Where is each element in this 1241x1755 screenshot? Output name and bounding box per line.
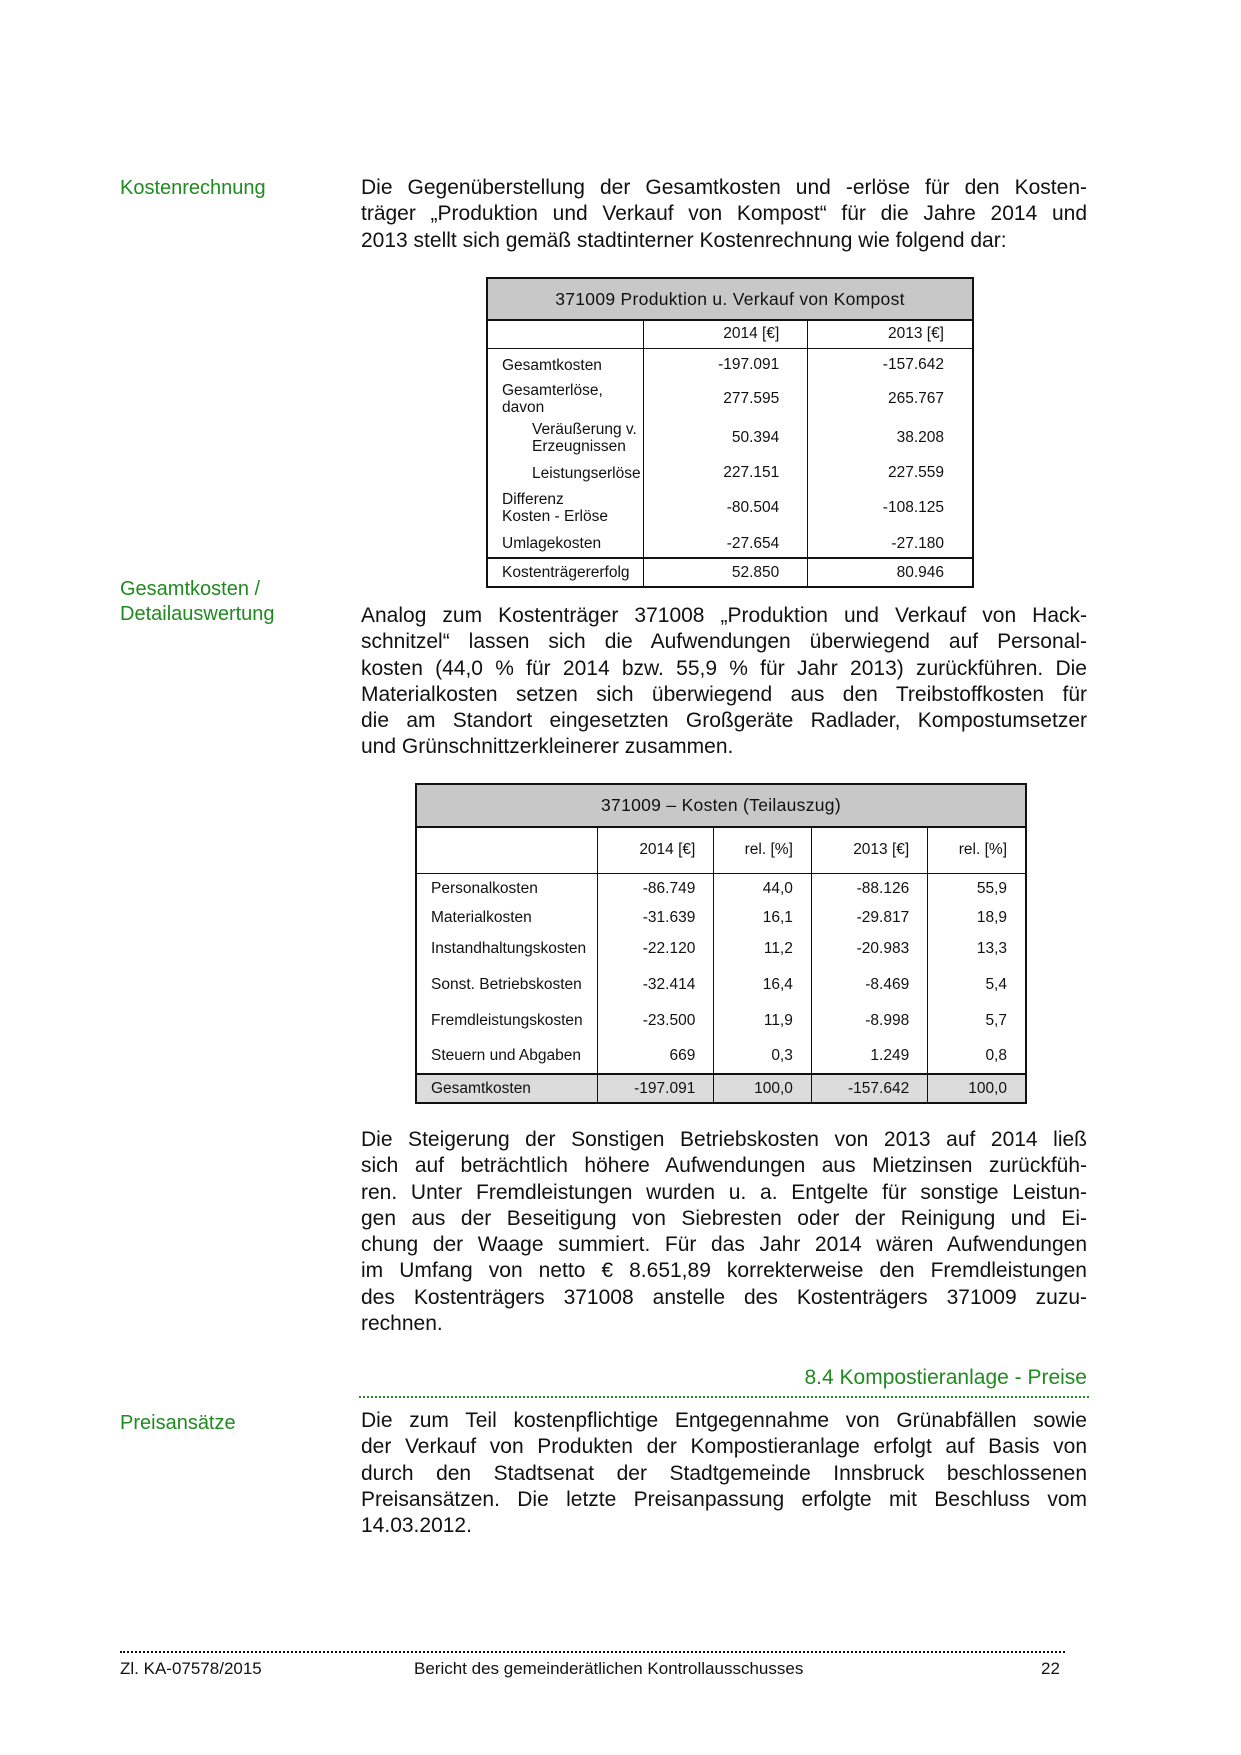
value-cell: -86.749 [598,873,714,904]
paragraph-line: ren. Unter Fremdleistungen wurden u. a. Entgelte für sonstige Leistun- [361,1180,1087,1204]
value-cell: 11,2 [714,931,812,967]
value-cell: -31.639 [598,904,714,931]
paragraph-line: träger „Produktion und Verkauf von Kompost“ für die Jahre 2014 und [361,202,1087,226]
paragraph-line: des Kostenträgers 371008 anstelle des Kostenträgers 371009 zuzu- [361,1285,1087,1309]
paragraph-line: 2013 stellt sich gemäß stadtinterner Kostenrechnung wie folgend dar: [361,228,1007,252]
row-label: Fremdleistungskosten [431,1011,583,1029]
paragraph-line: rechnen. [361,1312,443,1336]
value-cell: 13,3 [928,931,1026,967]
table-row [487,416,973,460]
paragraph-line: durch den Stadtsenat der Stadtgemeinde Innsbruck beschlossenen [361,1461,1087,1485]
value-cell: -29.817 [811,904,927,931]
total-cell: 100,0 [714,1074,812,1103]
value-cell: 5,7 [928,1003,1026,1038]
paragraph-betriebskosten [361,1127,1087,1337]
value-cell: -23.500 [598,1003,714,1038]
value-cell: 55,9 [928,873,1026,904]
value-cell: 5,4 [928,967,1026,1003]
margin-label-kostenrechnung: Kostenrechnung [120,177,266,199]
header-cell [416,827,598,873]
paragraph-line: im Umfang von netto € 8.651,89 korrekterweise den Fremdleistungen [361,1259,1087,1283]
header-cell: rel. [%] [714,827,812,873]
value-cell: -22.120 [598,931,714,967]
row-label [487,486,644,530]
value-cell: 0,8 [928,1038,1026,1074]
total-label: Kostenträgererfolg [487,558,644,587]
total-label: Gesamtkosten [416,1074,598,1103]
row-label-line: Leistungserlöse [532,464,641,482]
paragraph-line: sich auf beträchtlich höhere Aufwendungen aus Mietzinsen zurückfüh- [361,1154,1087,1178]
value-cell: -32.414 [598,967,714,1003]
page-number: 22 [1041,1659,1060,1678]
value-cell: -20.983 [811,931,927,967]
total-cell: 100,0 [928,1074,1026,1103]
total-cell: -197.091 [598,1074,714,1103]
paragraph-line: Die Gegenüberstellung der Gesamtkosten und -erlöse für den Kosten- [361,176,1087,199]
table-header-row [487,320,973,348]
row-label-line: Differenz [502,491,564,508]
table-kosten-teilauszug [415,783,1027,1104]
paragraph-line: Analog zum Kostenträger 371008 „Produktion und Verkauf von Hack- [361,604,1087,627]
row-label [487,460,644,486]
header-cell [487,320,644,348]
table-row [487,486,973,530]
header-cell: rel. [%] [928,827,1026,873]
value-cell: 1.249 [811,1038,927,1074]
value-2013: 38.208 [808,416,973,460]
footer-title: Bericht des gemeinderätlichen Kontrollausschusses [414,1659,804,1678]
row-label-line: Gesamterlöse, davon [502,382,603,416]
header-cell: 2014 [€] [644,320,808,348]
table-row [487,460,973,486]
row-label: Sonst. Betriebskosten [431,976,582,993]
row-label: Instandhaltungskosten [431,940,587,957]
paragraph-line: schnitzel“ lassen sich die Aufwendungen überwiegend auf Personal- [361,630,1087,654]
value-2013: -108.125 [808,486,973,530]
table-row [416,967,1026,1003]
row-label: Personalkosten [431,879,538,897]
table-title: 371009 Produktion u. Verkauf von Kompost [487,278,973,320]
margin-label-line: Gesamtkosten / [120,578,261,600]
value-2014: 50.394 [644,416,808,460]
table-row [487,348,973,382]
margin-label-gesamtkosten [120,577,275,627]
value-2014: -197.091 [644,348,808,382]
table-total-row [487,558,973,587]
paragraph-preisansaetze [361,1408,1087,1539]
footer-reference: Zl. KA-07578/2015 [120,1659,262,1678]
row-label-line: Kosten - Erlöse [502,508,608,525]
margin-label-line: Detailauswertung [120,603,275,625]
total-cell: -157.642 [811,1074,927,1103]
value-cell: 18,9 [928,904,1026,931]
paragraph-line: 14.03.2012. [361,1514,472,1538]
row-label [487,382,644,416]
value-cell: -8.469 [811,967,927,1003]
table-row [416,1003,1026,1038]
header-cell: 2013 [€] [808,320,973,348]
row-label: Materialkosten [431,908,532,926]
table-header-row [416,827,1026,873]
table-row [416,873,1026,904]
value-2014: -80.504 [644,486,808,530]
row-label-line: Erzeugnissen [532,438,626,455]
value-2013: 265.767 [808,382,973,416]
section-divider [359,1396,1089,1398]
value-cell: 16,1 [714,904,812,931]
table-kostentraeger-kompost [486,277,974,588]
footer-divider [120,1651,1065,1653]
table-row [487,530,973,558]
value-2014: 227.151 [644,460,808,486]
row-label-line: Umlagekosten [502,535,602,552]
paragraph-intro [361,175,1087,254]
table-title: 371009 – Kosten (Teilauszug) [416,784,1026,827]
paragraph-line: Preisansätzen. Die letzte Preisanpassung erfolgte mit Beschluss vom [361,1487,1087,1511]
header-cell: 2014 [€] [598,827,714,873]
value-2013: -27.180 [808,530,973,558]
row-label-line: Gesamtkosten [502,356,602,374]
value-2013: -157.642 [808,348,973,382]
table-row [416,904,1026,931]
value-2013: 227.559 [808,460,973,486]
row-label: Steuern und Abgaben [431,1046,581,1064]
table-row [416,931,1026,967]
paragraph-line: Die Steigerung der Sonstigen Betriebskosten von 2013 auf 2014 ließ [361,1128,1087,1151]
paragraph-detail [361,603,1087,761]
total-2013: 80.946 [808,558,973,587]
total-2014: 52.850 [644,558,808,587]
paragraph-line: chung der Waage summiert. Für das Jahr 2014 wären Aufwendungen [361,1233,1087,1257]
paragraph-line: Materialkosten setzen sich überwiegend aus den Treibstoffkosten für [361,682,1087,706]
paragraph-line: Die zum Teil kostenpflichtige Entgegennahme von Grünabfällen sowie [361,1409,1087,1432]
paragraph-line: kosten (44,0 % für 2014 bzw. 55,9 % für Jahr 2013) zurückführen. Die [361,656,1087,680]
value-cell: -8.998 [811,1003,927,1038]
value-cell: -88.126 [811,873,927,904]
value-cell: 0,3 [714,1038,812,1074]
row-label [487,416,644,460]
value-cell: 44,0 [714,873,812,904]
value-cell: 16,4 [714,967,812,1003]
paragraph-line: und Grünschnittzerkleinerer zusammen. [361,735,734,759]
table-total-row [416,1074,1026,1103]
row-label-line: Veräußerung v. [532,421,637,438]
paragraph-line: die am Standort eingesetzten Großgeräte Radlader, Kompostumsetzer [361,709,1087,733]
value-cell: 669 [598,1038,714,1074]
paragraph-line: gen aus der Beseitigung von Siebresten oder der Reinigung und Ei- [361,1206,1087,1230]
margin-label-preisansaetze: Preisansätze [120,1412,236,1434]
value-cell: 11,9 [714,1003,812,1038]
table-row [487,382,973,416]
section-heading: 8.4 Kompostieranlage - Preise [804,1366,1087,1389]
value-2014: 277.595 [644,382,808,416]
header-cell: 2013 [€] [811,827,927,873]
row-label [487,348,644,382]
row-label [487,530,644,558]
paragraph-line: der Verkauf von Produkten der Kompostieranlage erfolgt auf Basis von [361,1435,1087,1459]
table-row [416,1038,1026,1074]
value-2014: -27.654 [644,530,808,558]
